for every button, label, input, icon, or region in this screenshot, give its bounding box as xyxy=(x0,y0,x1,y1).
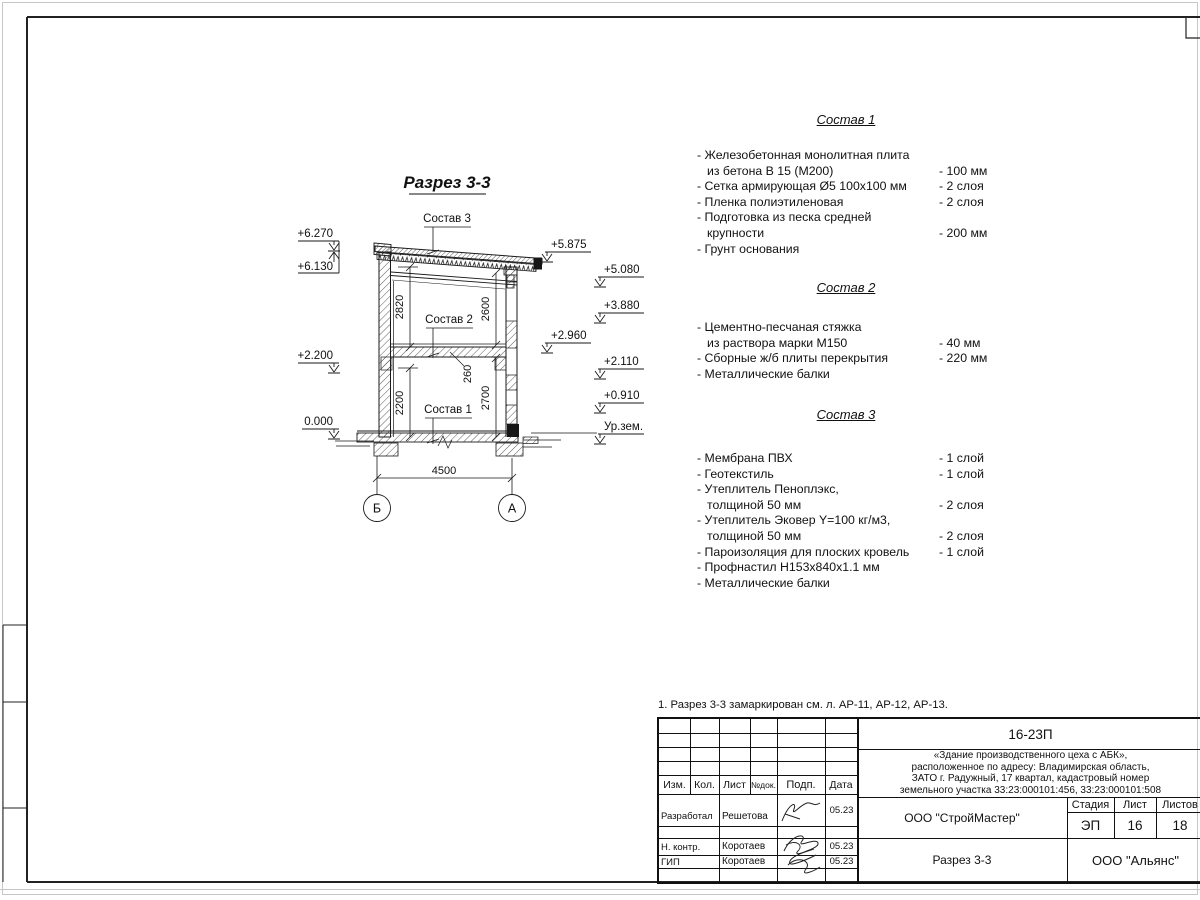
svg-text:+0.910: +0.910 xyxy=(604,390,640,402)
axis-a: А xyxy=(507,501,517,516)
svg-text:+5.875: +5.875 xyxy=(551,239,587,251)
svg-text:2200: 2200 xyxy=(394,390,406,416)
stage-label: Стадия xyxy=(1071,798,1110,811)
right-wall xyxy=(506,265,519,437)
composition-list-3 xyxy=(697,407,995,591)
stage-value: ЭП xyxy=(1080,817,1101,833)
elevation-mark xyxy=(594,356,644,379)
composition-list-2 xyxy=(697,280,995,382)
elevation-mark xyxy=(541,239,591,262)
section-title-text: Разрез 3-3 xyxy=(403,173,491,192)
sheets-value: 18 xyxy=(1172,817,1188,833)
elevation-mark xyxy=(298,228,341,251)
sostav2-label: Состав 2 xyxy=(425,314,473,326)
dimension-2200 xyxy=(394,364,418,441)
svg-text:+2.960: +2.960 xyxy=(551,330,587,342)
row-role: ГИП xyxy=(661,856,680,868)
list-item: из раствора марки М150 - 40 мм xyxy=(707,335,981,350)
elevation-mark xyxy=(594,300,644,323)
svg-text:2700: 2700 xyxy=(480,385,492,411)
row-name: Коротаев xyxy=(722,841,766,852)
col-podp: Подп. xyxy=(786,778,816,791)
svg-text:2820: 2820 xyxy=(394,294,406,320)
composition-3-title: Состав 3 xyxy=(816,407,876,422)
ground-floor xyxy=(335,431,597,456)
list-item: - Сетка армирующая Ø5 100х100 мм - 2 слоя xyxy=(697,179,984,194)
svg-text:2600: 2600 xyxy=(480,296,492,322)
signature xyxy=(779,797,823,825)
drawing-name: Разрез 3-3 xyxy=(932,853,992,867)
list-item: толщиной 50 мм - 2 слоя xyxy=(707,497,984,512)
elevation-mark xyxy=(298,350,341,373)
row-role: Разработал xyxy=(661,811,713,822)
elevation-mark xyxy=(298,241,340,273)
list-item: - Пленка полиэтиленовая - 2 слоя xyxy=(697,194,984,209)
svg-text:4500: 4500 xyxy=(431,465,457,477)
composition-2-title: Состав 2 xyxy=(816,280,876,295)
row-name: Коротаев xyxy=(722,856,766,867)
list-item: толщиной 50 мм - 2 слоя xyxy=(707,528,984,543)
list-item: - Пароизоляция для плоских кровель - 1 слой xyxy=(697,544,984,559)
list-item: - Подготовка из песка средней xyxy=(697,210,872,225)
axis-b: Б xyxy=(372,501,382,516)
svg-text:+5.080: +5.080 xyxy=(604,264,640,276)
row-date: 05.23 xyxy=(829,804,854,816)
elevation-mark xyxy=(594,390,644,413)
svg-text:0.000: 0.000 xyxy=(304,416,333,428)
svg-text:+2.110: +2.110 xyxy=(604,356,639,368)
list-item: крупности - 200 мм xyxy=(707,225,988,240)
elevation-mark xyxy=(302,416,340,439)
org-designer: ООО "СтройМастер" xyxy=(904,810,1020,825)
composition-1-title: Состав 1 xyxy=(816,112,876,127)
axis-bubbles xyxy=(364,495,526,522)
section-geometry xyxy=(335,243,597,456)
svg-text:+3.880: +3.880 xyxy=(604,300,640,312)
elevation-mark xyxy=(541,330,591,353)
list-item: - Железобетонная монолитная плита xyxy=(697,148,910,162)
sostav1-label: Состав 1 xyxy=(424,404,472,416)
dimensions xyxy=(373,263,516,494)
left-wall xyxy=(379,252,394,437)
row-role: Н. контр. xyxy=(661,841,701,853)
list-item: - Геотекстиль - 1 слой xyxy=(697,466,984,481)
svg-text:+2.200: +2.200 xyxy=(297,350,333,362)
list-item: - Мембрана ПВХ - 1 слой xyxy=(697,451,984,465)
sostav-labels xyxy=(423,213,473,444)
svg-text:+6.130: +6.130 xyxy=(297,261,333,273)
row-date: 05.23 xyxy=(829,856,854,867)
row-date: 05.23 xyxy=(829,841,854,852)
signature xyxy=(778,831,824,879)
project-description: «Здание производственного цеха с АБК», расположенное по адресу: Владимирская область, ЗАТО г. Радужный, 17 квартал, кадастровый номер земельного участка 33:23:000101:456, 33:23:000101:508 xyxy=(899,750,1162,796)
list-item: - Металлические балки xyxy=(697,575,830,590)
dimension-2600 xyxy=(480,269,500,349)
list-item: - Металлические балки xyxy=(697,366,830,381)
list-item: - Утеплитель Эковер Y=100 кг/м3, xyxy=(697,513,891,528)
drawing-title xyxy=(403,173,491,194)
list-item: - Утеплитель Пеноплэкс, xyxy=(697,482,839,497)
elevation-marks-right xyxy=(541,239,644,444)
svg-text:Ур.зем.: Ур.зем. xyxy=(604,421,644,433)
row-name: Решетова xyxy=(722,811,768,822)
title-block xyxy=(657,717,1200,884)
list-item: - Сборные ж/б плиты перекрытия - 220 мм xyxy=(697,351,988,366)
doc-number: 16-23П xyxy=(1008,726,1053,742)
composition-list-1 xyxy=(697,112,995,257)
sheet-value: 16 xyxy=(1127,817,1143,833)
sheet-label: Лист xyxy=(1123,798,1147,811)
list-item: - Грунт основания xyxy=(697,241,800,256)
col-ndok: №док. xyxy=(751,779,776,790)
org-customer: ООО "Альянс" xyxy=(1092,852,1179,868)
sheet-note: 1. Разрез 3-3 замаркирован см. л. АР-11, АР-12, АР-13. xyxy=(658,699,948,711)
elevation-mark xyxy=(594,264,644,287)
col-data: Дата xyxy=(829,778,853,791)
col-kol: Кол. xyxy=(694,778,715,791)
col-list: Лист xyxy=(723,778,746,791)
elevation-marks-left xyxy=(298,228,341,439)
list-item: из бетона В 15 (М200) - 100 мм xyxy=(707,163,988,178)
sostav3-label: Состав 3 xyxy=(423,213,471,225)
elevation-mark-ground xyxy=(594,421,644,444)
list-item: - Цементно-песчаная стяжка xyxy=(697,320,862,334)
col-izm: Изм. xyxy=(663,778,686,791)
sheets-label: Листов xyxy=(1162,798,1198,811)
svg-text:260: 260 xyxy=(462,364,474,384)
dimension-4500 xyxy=(373,456,516,494)
svg-text:+6.270: +6.270 xyxy=(297,228,333,240)
list-item: - Профнастил Н153х840х1.1 мм xyxy=(697,560,880,575)
